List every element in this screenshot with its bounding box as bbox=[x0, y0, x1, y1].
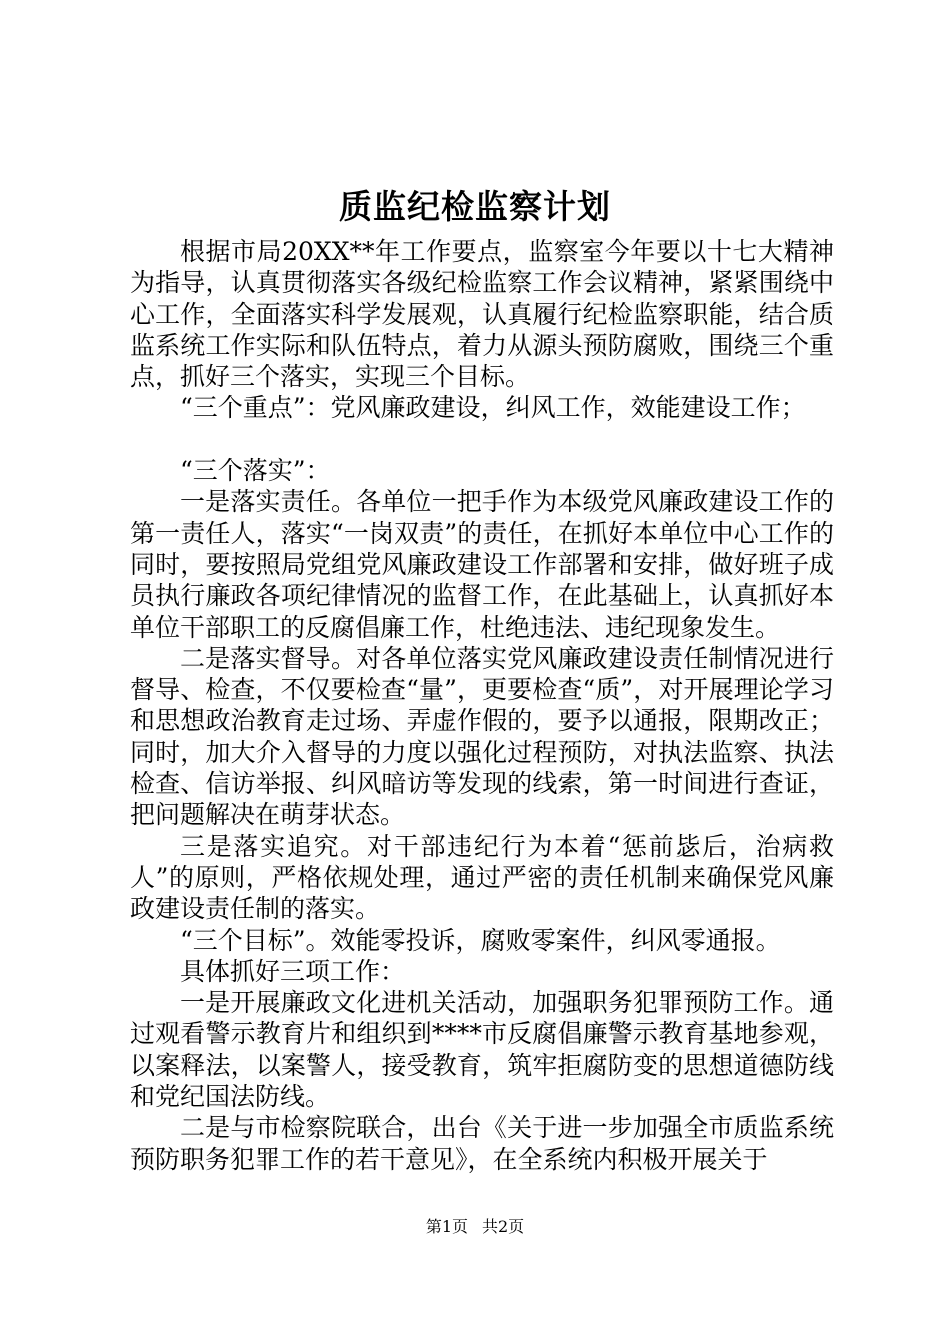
document-title: 质监纪检监察计划 bbox=[339, 187, 611, 226]
paragraph-accountability: 三是落实追究。对干部违纪行为本着“惩前毖后，治病救人”的原则，严格依规处理，通过严密的责任机制来确保党风廉政建设责任制的落实。 bbox=[130, 831, 834, 924]
page-total: 共2页 bbox=[482, 1217, 525, 1236]
paragraph-three-tasks: 具体抓好三项工作： bbox=[180, 956, 406, 986]
paragraph-task-two: 二是与市检察院联合，出台《关于进一步加强全市质监系统预防职务犯罪工作的若干意见》，在全系统内积极开展关于 bbox=[130, 1113, 834, 1174]
paragraph-intro: 根据市局20XX**年工作要点，监察室今年要以十七大精神为指导，认真贯彻落实各级纪检监察工作会议精神，紧紧围绕中心工作，全面落实科学发展观，认真履行纪检监察职能，结合质监系统工作实际和队伍特点，着力从源头预防腐败，围绕三个重点，抓好三个落实，实现三个目标。 bbox=[130, 237, 834, 392]
paragraph-three-goals: “三个目标”。效能零投诉，腐败零案件，纠风零通报。 bbox=[180, 925, 781, 955]
page-number: 第1页 bbox=[425, 1217, 468, 1236]
document-body bbox=[130, 236, 834, 1175]
page-footer bbox=[0, 1215, 950, 1239]
paragraph-responsibility: 一是落实责任。各单位一把手作为本级党风廉政建设工作的第一责任人，落实“一岗双责”的责任，在抓好本单位中心工作的同时，要按照局党组党风廉政建设工作部署和安排，做好班子成员执行廉政各项纪律情况的监督工作，在此基础上，认真抓好本单位干部职工的反腐倡廉工作，杜绝违法、违纪现象发生。 bbox=[130, 487, 834, 642]
paragraph-task-one: 一是开展廉政文化进机关活动，加强职务犯罪预防工作。通过观看警示教育片和组织到****市反腐倡廉警示教育基地参观，以案释法，以案警人，接受教育，筑牢拒腐防变的思想道德防线和党纪国法防线。 bbox=[130, 988, 834, 1112]
paragraph-three-implement: “三个落实”： bbox=[180, 456, 331, 486]
paragraph-supervision: 二是落实督导。对各单位落实党风廉政建设责任制情况进行督导、检查，不仅要检查“量”，更要检查“质”，对开展理论学习和思想政治教育走过场、弄虚作假的，要予以通报，限期改正；同时，加大介入督导的力度以强化过程预防，对执法监察、执法检查、信访举报、纠风暗访等发现的线索，第一时间进行查证，把问题解决在萌芽状态。 bbox=[130, 643, 834, 830]
paragraph-three-focus: “三个重点”：党风廉政建设，纠风工作，效能建设工作； bbox=[180, 393, 806, 423]
